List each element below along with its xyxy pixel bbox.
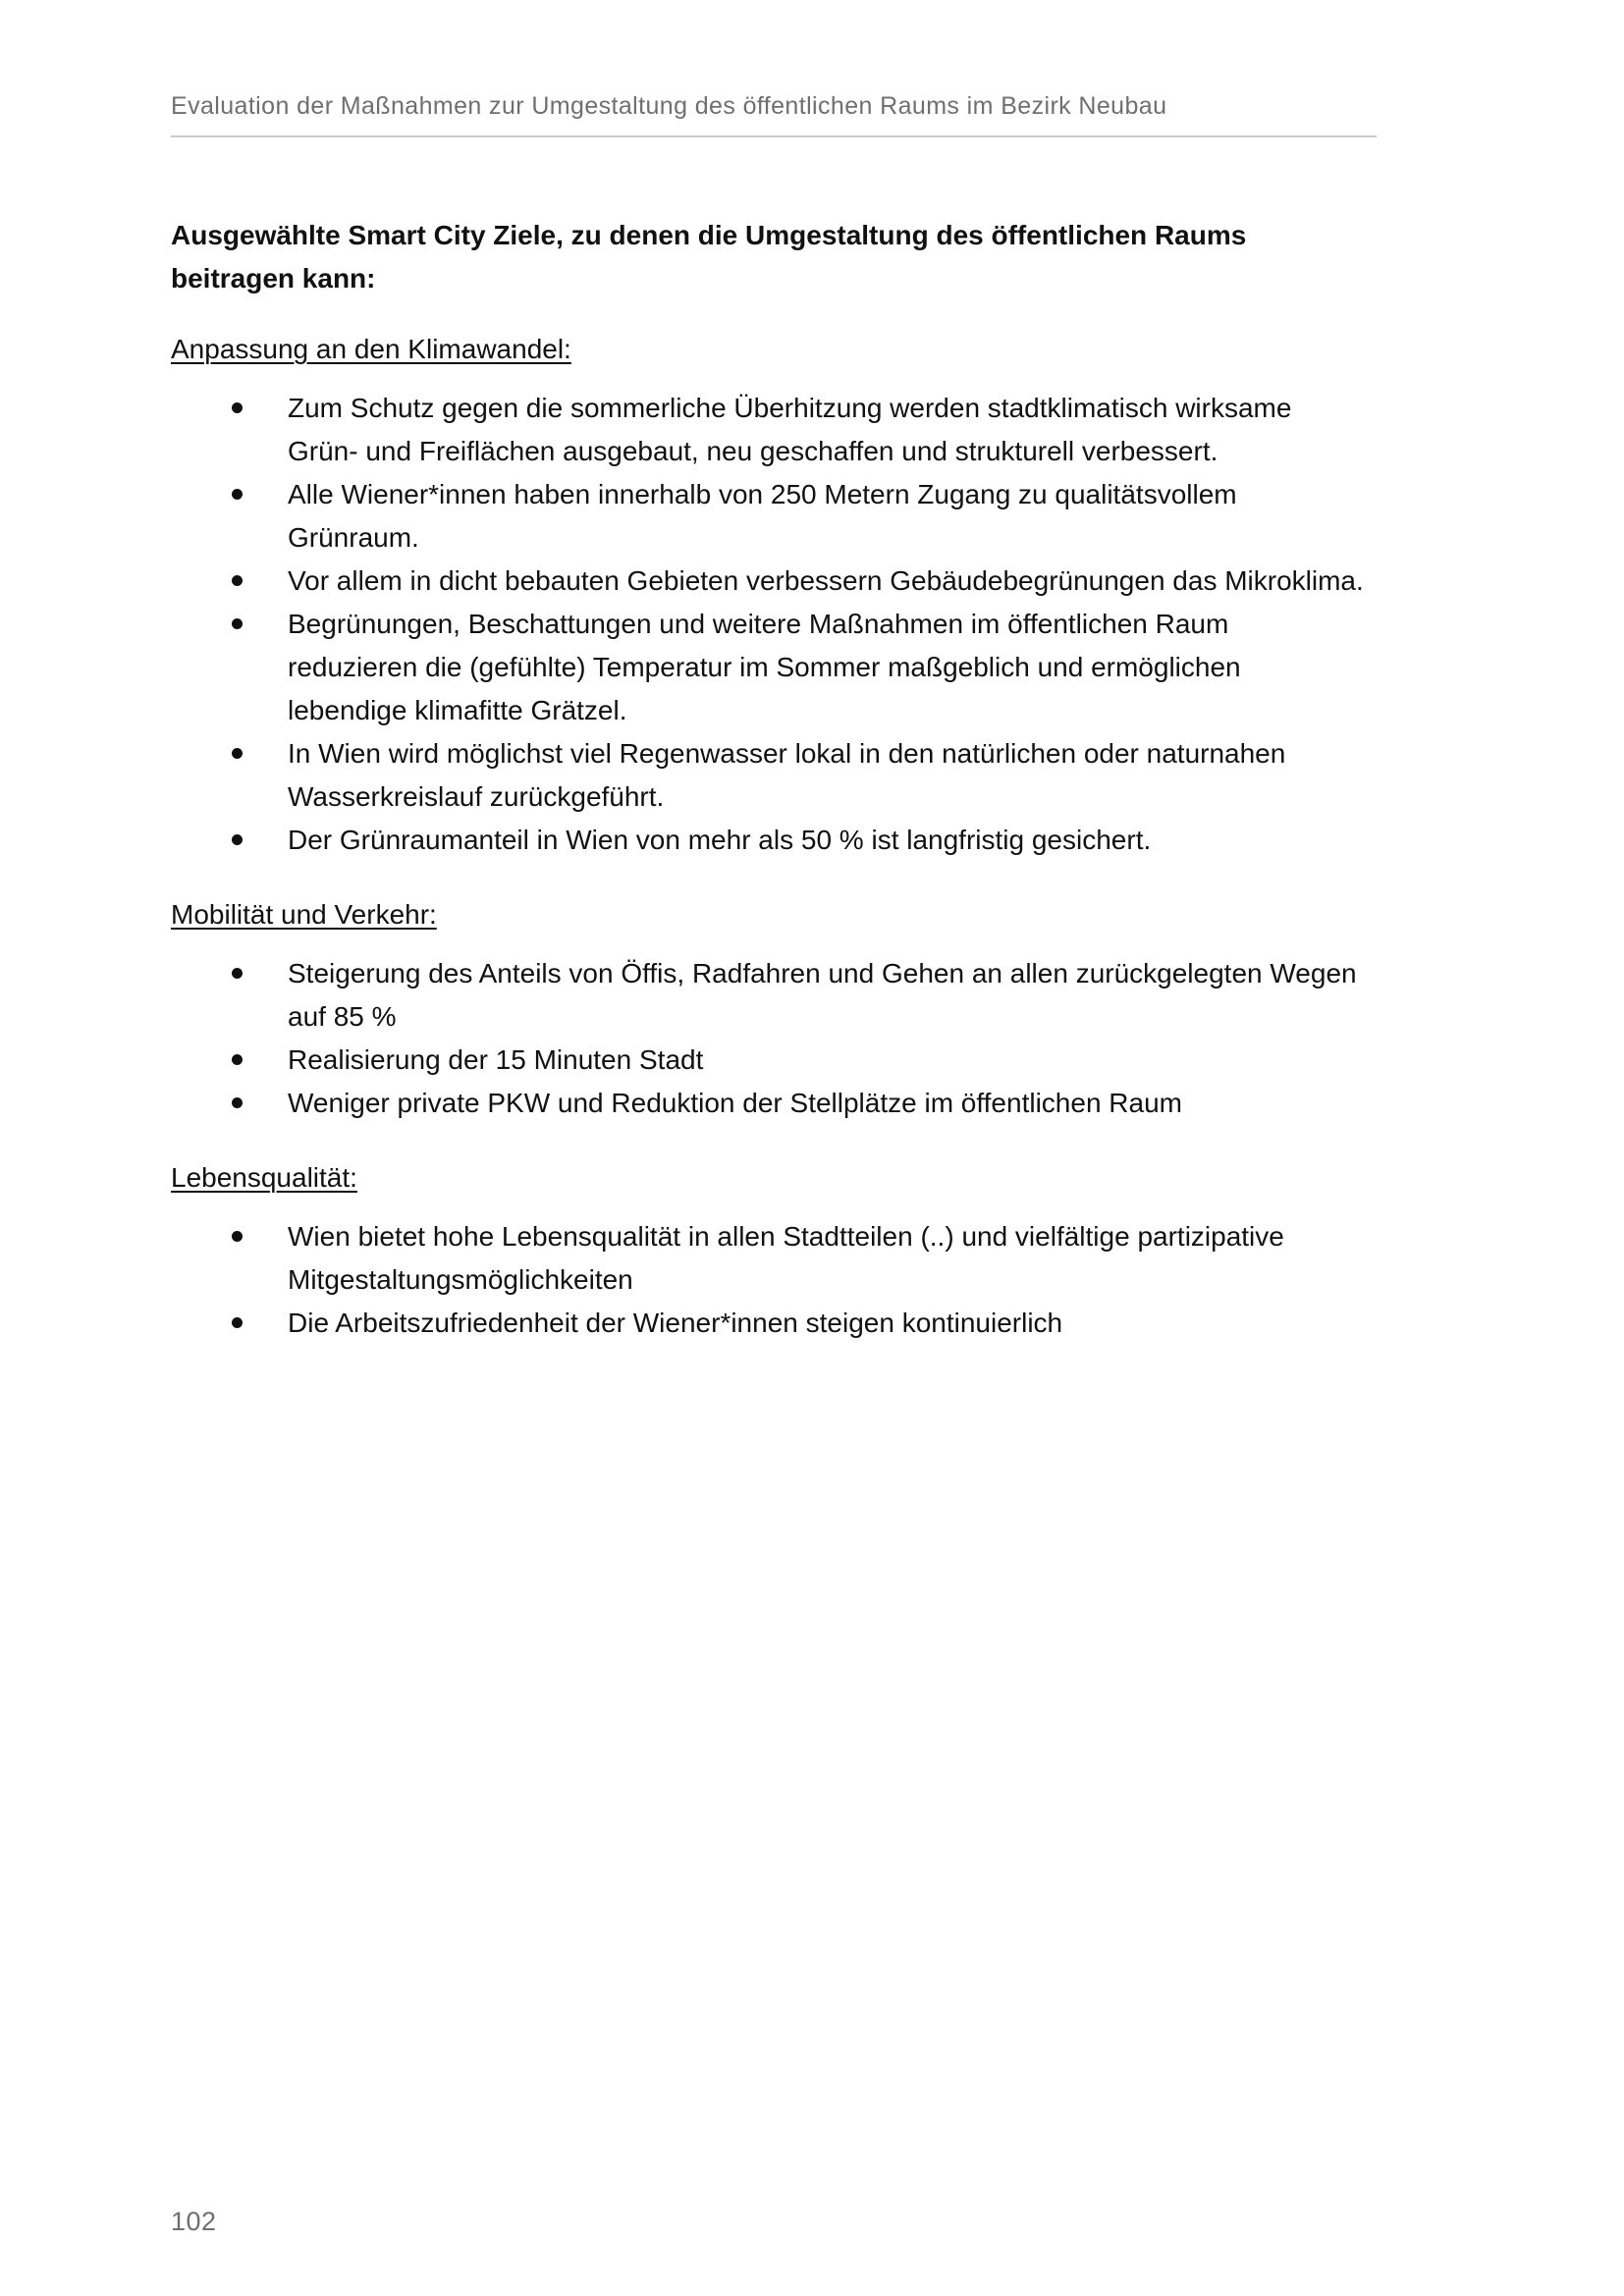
bullet-icon bbox=[232, 748, 243, 759]
page-content bbox=[171, 214, 1364, 1376]
list-item bbox=[171, 560, 1364, 603]
bullet-icon bbox=[232, 1054, 243, 1065]
bullet-list-mobility bbox=[171, 952, 1364, 1125]
bullet-list-climate bbox=[171, 387, 1364, 862]
list-item-text: Vor allem in dicht bebauten Gebieten verbessern Gebäudebegrünungen das Mikroklima. bbox=[288, 565, 1364, 596]
list-item-text: Zum Schutz gegen die sommerliche Überhitzung werden stadtklimatisch wirksame Grün- und Freiflächen ausgebaut, neu geschaffen und strukturell verbessert. bbox=[288, 393, 1292, 466]
list-item bbox=[171, 1039, 1364, 1082]
section-quality-of-life bbox=[171, 1156, 1364, 1345]
list-item-text: Realisierung der 15 Minuten Stadt bbox=[288, 1044, 704, 1075]
list-item bbox=[171, 1082, 1364, 1125]
running-header-text: Evaluation der Maßnahmen zur Umgestaltung des öffentlichen Raums im Bezirk Neubau bbox=[171, 92, 1167, 120]
page-number: 102 bbox=[171, 2207, 217, 2236]
section-label-quality-of-life: Lebensqualität: bbox=[171, 1162, 357, 1193]
bullet-icon bbox=[232, 834, 243, 845]
list-item-text: Die Arbeitszufriedenheit der Wiener*innen steigen kontinuierlich bbox=[288, 1308, 1063, 1338]
bullet-icon bbox=[232, 1317, 243, 1328]
list-item bbox=[171, 952, 1364, 1039]
list-item-text: Weniger private PKW und Reduktion der Stellplätze im öffentlichen Raum bbox=[288, 1088, 1182, 1118]
bullet-list-quality-of-life bbox=[171, 1215, 1364, 1345]
list-item-text: Begrünungen, Beschattungen und weitere Maßnahmen im öffentlichen Raum reduzieren die (gefühlte) Temperatur im Sommer maßgeblich und ermöglichen lebendige klimafitte Grätzel. bbox=[288, 609, 1241, 725]
section-label-climate: Anpassung an den Klimawandel: bbox=[171, 334, 571, 364]
list-item-text: Der Grünraumanteil in Wien von mehr als 50 % ist langfristig gesichert. bbox=[288, 825, 1152, 855]
bullet-icon bbox=[232, 402, 243, 413]
bullet-icon bbox=[232, 1097, 243, 1108]
list-item-text: Wien bietet hohe Lebensqualität in allen Stadtteilen (..) und vielfältige partizipative Mitgestaltungsmöglichkeiten bbox=[288, 1221, 1284, 1295]
bullet-icon bbox=[232, 618, 243, 629]
list-item-text: Alle Wiener*innen haben innerhalb von 250 Metern Zugang zu qualitätsvollem Grünraum. bbox=[288, 479, 1237, 553]
list-item-text: In Wien wird möglichst viel Regenwasser lokal in den natürlichen oder naturnahen Wasserkreislauf zurückgeführt. bbox=[288, 738, 1286, 812]
bullet-icon bbox=[232, 575, 243, 586]
bullet-icon bbox=[232, 968, 243, 979]
page-header bbox=[171, 90, 1377, 137]
list-item-text: Steigerung des Anteils von Öffis, Radfahren und Gehen an allen zurückgelegten Wegen auf 85 % bbox=[288, 958, 1357, 1032]
list-item bbox=[171, 473, 1364, 560]
section-heading: Ausgewählte Smart City Ziele, zu denen die Umgestaltung des öffentlichen Raums beitragen kann: bbox=[171, 220, 1247, 294]
list-item bbox=[171, 387, 1364, 473]
section-mobility bbox=[171, 893, 1364, 1125]
list-item bbox=[171, 1302, 1364, 1345]
list-item bbox=[171, 819, 1364, 862]
section-climate bbox=[171, 328, 1364, 862]
bullet-icon bbox=[232, 489, 243, 500]
section-label-mobility: Mobilität und Verkehr: bbox=[171, 899, 437, 930]
list-item bbox=[171, 603, 1364, 732]
bullet-icon bbox=[232, 1231, 243, 1242]
list-item bbox=[171, 732, 1364, 819]
list-item bbox=[171, 1215, 1364, 1302]
